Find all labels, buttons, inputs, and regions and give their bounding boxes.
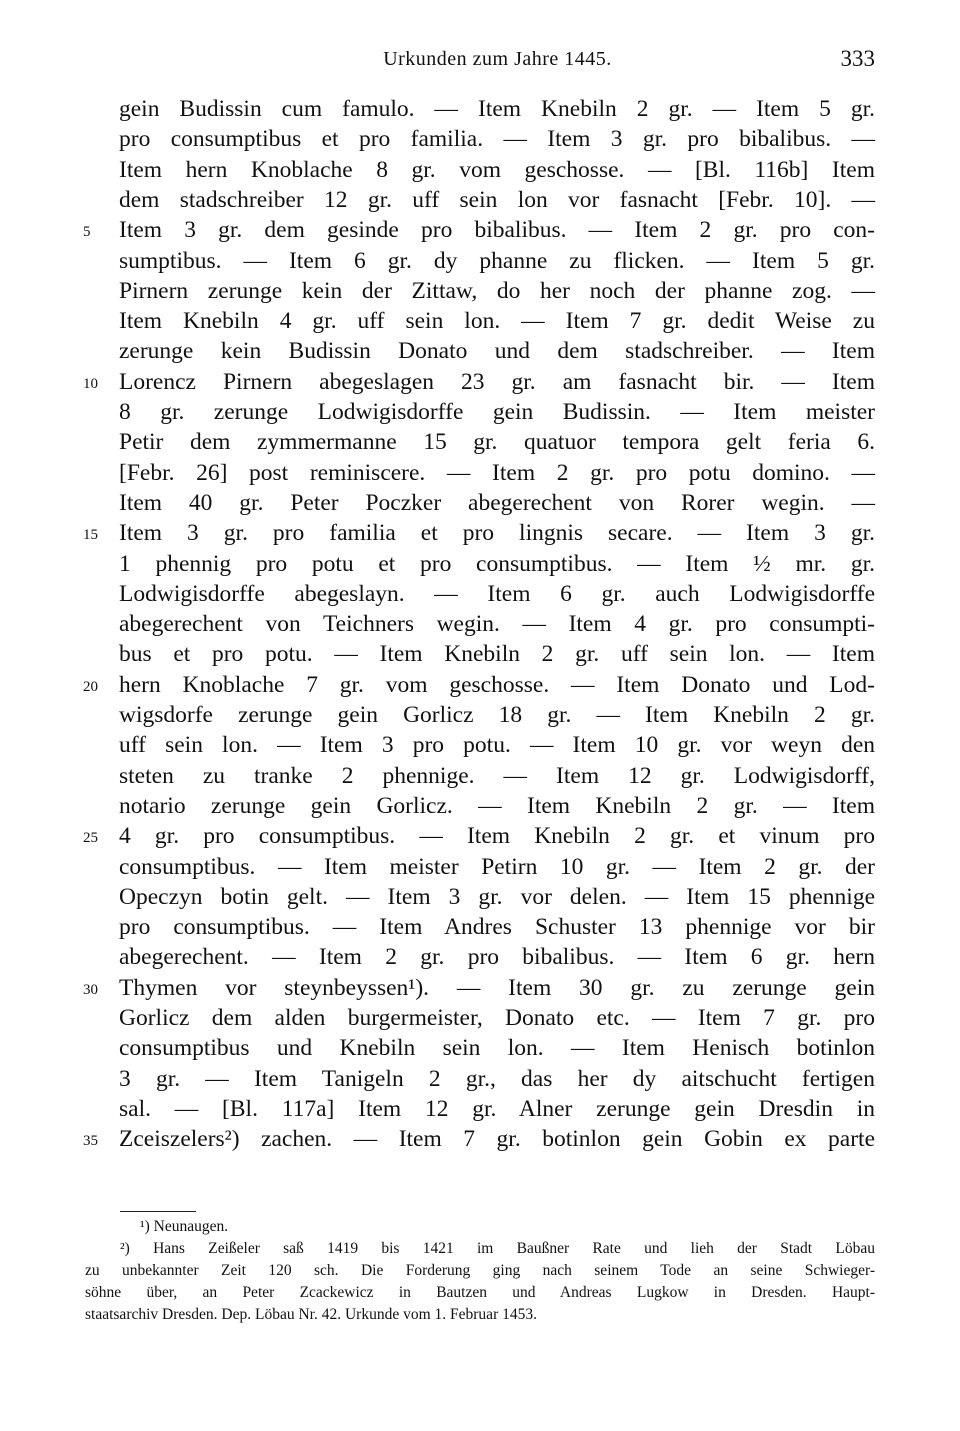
text-line: consumptibus und Knebiln sein lon. — Item Henisch botinlon xyxy=(119,1035,875,1061)
text-line: pro consumptibus et pro familia. — Item 3 gr. pro bibalibus. — xyxy=(119,126,875,152)
text-line: consumptibus. — Item meister Petirn 10 gr. — Item 2 gr. der xyxy=(119,854,875,880)
text-line: pro consumptibus. — Item Andres Schuster 13 phennige vor bir xyxy=(119,914,875,940)
text-line: Opeczyn botin gelt. — Item 3 gr. vor delen. — Item 15 phennige xyxy=(119,884,875,910)
text-line: 4 gr. pro consumptibus. — Item Knebiln 2 gr. et vinum pro xyxy=(119,823,875,849)
text-line: Item Knebiln 4 gr. uff sein lon. — Item 7 gr. dedit Weise zu xyxy=(119,308,875,334)
text-line: Item 3 gr. dem gesinde pro bibalibus. — Item 2 gr. pro con- xyxy=(119,217,875,243)
line-number: 20 xyxy=(83,679,98,695)
text-line: zerunge kein Budissin Donato und dem stadschreiber. — Item xyxy=(119,338,875,364)
text-line: bus et pro potu. — Item Knebiln 2 gr. uff sein lon. — Item xyxy=(119,641,875,667)
text-line: steten zu tranke 2 phennige. — Item 12 gr. Lodwigisdorff, xyxy=(119,763,875,789)
text-line: 3 gr. — Item Tanigeln 2 gr., das her dy aitschucht fertigen xyxy=(119,1066,875,1092)
footnote-line: staatsarchiv Dresden. Dep. Löbau Nr. 42. Urkunde vom 1. Februar 1453. xyxy=(85,1306,537,1323)
footnote-line: söhne über, an Peter Zcackewicz in Bautzen und Andreas Lugkow in Dresden. Haupt- xyxy=(85,1284,875,1301)
text-line: dem stadschreiber 12 gr. uff sein lon vor fasnacht [Febr. 10]. — xyxy=(119,187,875,213)
text-line: Item hern Knoblache 8 gr. vom geschosse. — [Bl. 116b] Item xyxy=(119,157,875,183)
line-number: 30 xyxy=(83,982,98,998)
running-head xyxy=(120,46,875,76)
text-line: Petir dem zymmermanne 15 gr. quatuor tempora gelt feria 6. xyxy=(119,429,875,455)
text-line: Lodwigisdorffe abegeslayn. — Item 6 gr. auch Lodwigisdorffe xyxy=(119,581,875,607)
line-number: 35 xyxy=(83,1133,98,1149)
line-number: 25 xyxy=(83,830,98,846)
text-line: Item 40 gr. Peter Poczker abegerechent von Rorer wegin. — xyxy=(119,490,875,516)
footnote-rule xyxy=(120,1211,196,1212)
text-line: uff sein lon. — Item 3 pro potu. — Item 10 gr. vor weyn den xyxy=(119,732,875,758)
text-line: wigsdorfe zerunge gein Gorlicz 18 gr. — Item Knebiln 2 gr. xyxy=(119,702,875,728)
text-line: abegerechent. — Item 2 gr. pro bibalibus. — Item 6 gr. hern xyxy=(119,944,875,970)
line-number: 10 xyxy=(83,376,98,392)
text-line: Zceiszelers²) zachen. — Item 7 gr. botinlon gein Gobin ex parte xyxy=(119,1126,875,1152)
page-number: 333 xyxy=(840,46,875,71)
text-line: sumptibus. — Item 6 gr. dy phanne zu flicken. — Item 5 gr. xyxy=(119,248,875,274)
text-line: gein Budissin cum famulo. — Item Knebiln 2 gr. — Item 5 gr. xyxy=(119,96,875,122)
text-line: Item 3 gr. pro familia et pro lingnis secare. — Item 3 gr. xyxy=(119,520,875,546)
text-line: abegerechent von Teichners wegin. — Item 4 gr. pro consumpti- xyxy=(119,611,875,637)
footnote-line: ²) Hans Zeißeler saß 1419 bis 1421 im Baußner Rate und lieh der Stadt Löbau xyxy=(120,1240,875,1257)
text-line: Lorencz Pirnern abegeslagen 23 gr. am fasnacht bir. — Item xyxy=(119,369,875,395)
text-line: Pirnern zerunge kein der Zittaw, do her noch der phanne zog. — xyxy=(119,278,875,304)
text-line: 8 gr. zerunge Lodwigisdorffe gein Budissin. — Item meister xyxy=(119,399,875,425)
text-line: notario zerunge gein Gorlicz. — Item Knebiln 2 gr. — Item xyxy=(119,793,875,819)
running-title: Urkunden zum Jahre 1445. xyxy=(383,48,612,70)
text-line: Gorlicz dem alden burgermeister, Donato etc. — Item 7 gr. pro xyxy=(119,1005,875,1031)
line-number: 15 xyxy=(83,527,98,543)
footnote-line: zu unbekannter Zeit 120 sch. Die Forderung ging nach seinem Tode an seine Schwieger- xyxy=(85,1262,875,1279)
text-line: Thymen vor steynbeyssen¹). — Item 30 gr. zu zerunge gein xyxy=(119,975,875,1001)
text-line: hern Knoblache 7 gr. vom geschosse. — Item Donato und Lod- xyxy=(119,672,875,698)
line-number: 5 xyxy=(83,224,91,240)
text-line: 1 phennig pro potu et pro consumptibus. — Item ½ mr. gr. xyxy=(119,551,875,577)
footnote-line: ¹) Neunaugen. xyxy=(140,1218,229,1235)
text-line: sal. — [Bl. 117a] Item 12 gr. Alner zerunge gein Dresdin in xyxy=(119,1096,875,1122)
text-line: [Febr. 26] post reminiscere. — Item 2 gr. pro potu domino. — xyxy=(119,460,875,486)
